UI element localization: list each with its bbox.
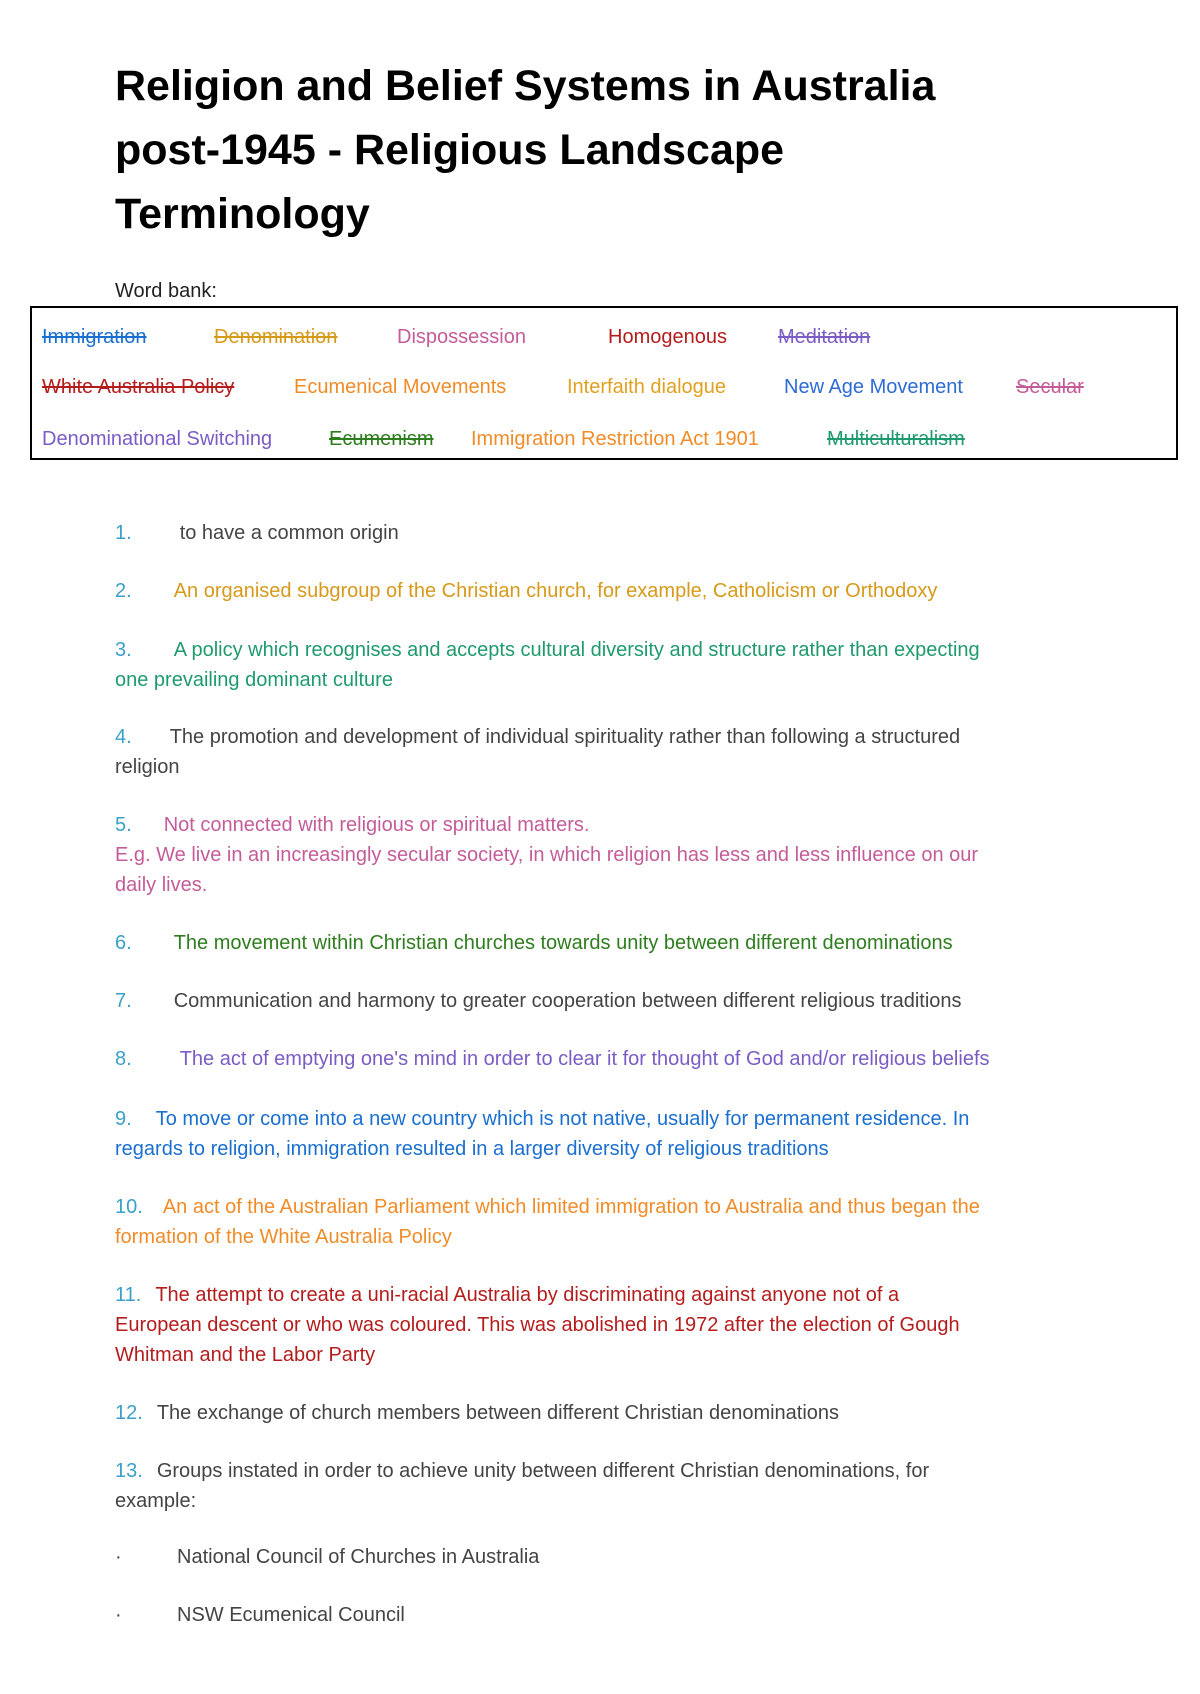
- definition-number: 10.: [115, 1196, 143, 1218]
- definition-number: 13.: [115, 1460, 143, 1482]
- definition-text: A policy which recognises and accepts cultural diversity and structure rather than expecting: [173, 639, 980, 661]
- definition-text: formation of the White Australia Policy: [115, 1226, 452, 1248]
- definition-6: [115, 928, 1105, 958]
- word-bank-term: Multiculturalism: [827, 428, 965, 450]
- definition-text: The exchange of church members between different Christian denominations: [156, 1402, 840, 1424]
- definition-3: [115, 635, 1105, 695]
- definition-number: 6.: [115, 932, 132, 954]
- definition-9: [115, 1104, 1105, 1164]
- word-bank-label: Word bank:: [115, 280, 217, 302]
- word-bank-term: Immigration: [42, 326, 147, 348]
- word-bank-box: [30, 306, 1178, 460]
- definition-number: 3.: [115, 639, 132, 661]
- word-bank-term: Denominational Switching: [42, 428, 273, 450]
- definition-text: To move or come into a new country which is not native, usually for permanent residence. In: [155, 1108, 970, 1130]
- definition-11: [115, 1280, 1105, 1370]
- definition-8: [115, 1044, 1105, 1074]
- word-bank-term: Dispossession: [397, 326, 526, 348]
- definition-12: [115, 1398, 1105, 1428]
- definition-text: example:: [115, 1490, 197, 1512]
- definition-text: one prevailing dominant culture: [115, 669, 393, 691]
- word-bank-term: Homogenous: [608, 326, 727, 348]
- definition-text: Communication and harmony to greater cooperation between different religious traditions: [173, 990, 962, 1012]
- word-bank-term: Secular: [1016, 376, 1084, 398]
- definition-text: An act of the Australian Parliament which limited immigration to Australia and thus began the: [162, 1196, 980, 1218]
- definition-text: European descent or who was coloured. This was abolished in 1972 after the election of Gough: [115, 1314, 960, 1336]
- definition-7: [115, 986, 1105, 1016]
- definition-text: An organised subgroup of the Christian church, for example, Catholicism or Orthodoxy: [173, 580, 938, 602]
- definition-number: 11.: [115, 1284, 142, 1306]
- definition-number: 8.: [115, 1048, 132, 1070]
- word-bank-term: Denomination: [214, 326, 338, 348]
- example-item: National Council of Churches in Australia: [177, 1546, 540, 1568]
- definition-text: The movement within Christian churches towards unity between different denominations: [173, 932, 953, 954]
- definition-number: 1.: [115, 522, 132, 544]
- definition-text: to have a common origin: [179, 522, 399, 544]
- definition-number: 7.: [115, 990, 132, 1012]
- definition-number: 4.: [115, 726, 132, 748]
- bullet-dot: ·: [115, 1546, 122, 1568]
- definition-10: [115, 1192, 1105, 1252]
- word-bank-term: New Age Movement: [784, 376, 963, 398]
- definition-text: Whitman and the Labor Party: [115, 1344, 376, 1366]
- definition-text: The act of emptying one's mind in order to clear it for thought of God and/or religious beliefs: [179, 1048, 990, 1070]
- definition-2: [115, 576, 1105, 606]
- definition-13: [115, 1456, 1105, 1516]
- word-bank-term: White Australia Policy: [42, 376, 235, 398]
- definition-number: 5.: [115, 814, 132, 836]
- definition-number: 12.: [115, 1402, 143, 1424]
- definition-number: 9.: [115, 1108, 132, 1130]
- bullet-dot: ·: [115, 1604, 122, 1626]
- definition-text: E.g. We live in an increasingly secular society, in which religion has less and less influence on our: [115, 844, 979, 866]
- definition-text: religion: [115, 756, 180, 778]
- definition-text: regards to religion, immigration resulted in a larger diversity of religious traditions: [115, 1138, 829, 1160]
- word-bank-term: Meditation: [778, 326, 871, 348]
- page-title: [115, 54, 1115, 246]
- definition-1: [115, 518, 1105, 548]
- definition-text: The attempt to create a uni-racial Australia by discriminating against anyone not of a: [155, 1284, 900, 1306]
- word-bank-term: Interfaith dialogue: [567, 376, 727, 398]
- definition-text: Groups instated in order to achieve unity between different Christian denominations, for: [156, 1460, 930, 1482]
- word-bank-term: Ecumenism: [329, 428, 434, 450]
- example-item: NSW Ecumenical Council: [177, 1604, 405, 1626]
- title-line-3: Terminology: [115, 190, 370, 238]
- definition-number: 2.: [115, 580, 132, 602]
- title-line-2: post-1945 - Religious Landscape: [115, 126, 785, 174]
- word-bank-term: Immigration Restriction Act 1901: [471, 428, 759, 450]
- definition-text: Not connected with religious or spiritual matters.: [163, 814, 590, 836]
- definition-5: [115, 810, 1105, 900]
- word-bank-term: Ecumenical Movements: [294, 376, 507, 398]
- definition-text: The promotion and development of individual spirituality rather than following a structured: [169, 726, 961, 748]
- definition-text: daily lives.: [115, 874, 208, 896]
- title-line-1: Religion and Belief Systems in Australia: [115, 62, 936, 110]
- definition-4: [115, 722, 1105, 782]
